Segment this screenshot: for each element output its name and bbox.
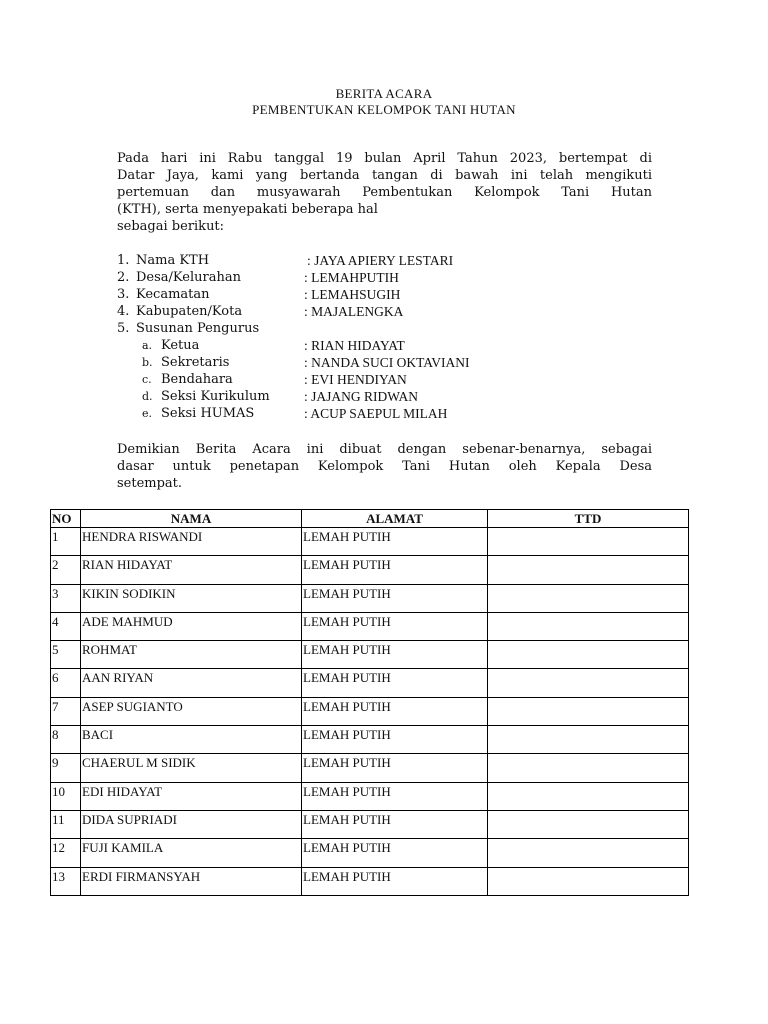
sub-item-value: : ACUP SAEPUL MILAH — [304, 406, 448, 421]
sub-item-letter: b. — [142, 356, 153, 369]
cell-alamat: LEMAH PUTIH — [302, 867, 488, 895]
cell-alamat: LEMAH PUTIH — [302, 810, 488, 838]
cell-ttd-signature — [488, 697, 689, 725]
document-title: BERITA ACARA — [335, 86, 433, 101]
cell-no: 11 — [51, 810, 81, 838]
intro-line: (KTH), serta menyepakati beberapa hal — [117, 202, 378, 217]
cell-alamat: LEMAH PUTIH — [302, 641, 488, 669]
sub-item-letter: e. — [142, 407, 153, 420]
table-row — [51, 726, 689, 754]
attendance-table — [50, 509, 689, 896]
item-label: Kecamatan — [136, 287, 210, 302]
header-nama: NAMA — [81, 510, 302, 528]
item-number: 2. — [117, 270, 130, 285]
table-row — [51, 810, 689, 838]
table-header-row — [51, 510, 689, 528]
cell-ttd-signature — [488, 867, 689, 895]
table-row — [51, 782, 689, 810]
intro-line: Pada hari ini Rabu tanggal 19 bulan April Tahun 2023, bertempat di — [117, 151, 652, 166]
pengurus-item — [117, 354, 657, 371]
sub-item-value: : RIAN HIDAYAT — [304, 338, 405, 353]
cell-alamat: LEMAH PUTIH — [302, 754, 488, 782]
closing-line: Demikian Berita Acara ini dibuat dengan sebenar-benarnya, sebagai — [117, 442, 652, 457]
sub-item-letter: d. — [142, 390, 153, 403]
cell-nama: BACI — [81, 726, 302, 754]
cell-alamat: LEMAH PUTIH — [302, 584, 488, 612]
sub-item-value: : NANDA SUCI OKTAVIANI — [304, 355, 470, 370]
detail-item — [117, 320, 657, 337]
cell-ttd-signature — [488, 528, 689, 556]
cell-ttd-signature — [488, 641, 689, 669]
cell-nama: AAN RIYAN — [81, 669, 302, 697]
table-body — [51, 528, 689, 896]
cell-alamat: LEMAH PUTIH — [302, 556, 488, 584]
intro-paragraph — [117, 150, 652, 235]
table-row — [51, 839, 689, 867]
cell-nama: ADE MAHMUD — [81, 612, 302, 640]
sub-item-label: Ketua — [161, 338, 200, 353]
cell-no: 2 — [51, 556, 81, 584]
table-row — [51, 641, 689, 669]
detail-item — [117, 269, 657, 286]
item-label: Desa/Kelurahan — [136, 270, 241, 285]
cell-no: 4 — [51, 612, 81, 640]
cell-ttd-signature — [488, 556, 689, 584]
cell-nama: ROHMAT — [81, 641, 302, 669]
cell-ttd-signature — [488, 726, 689, 754]
table-row — [51, 528, 689, 556]
document-subtitle: PEMBENTUKAN KELOMPOK TANI HUTAN — [252, 102, 516, 117]
item-number: 3. — [117, 287, 130, 302]
sub-item-label: Seksi Kurikulum — [161, 389, 270, 404]
header-alamat: ALAMAT — [302, 510, 488, 528]
sub-item-letter: a. — [142, 339, 153, 352]
intro-line: sebagai berikut: — [117, 219, 225, 234]
sub-item-value: : EVI HENDIYAN — [304, 372, 407, 387]
cell-nama: FUJI KAMILA — [81, 839, 302, 867]
table-row — [51, 867, 689, 895]
pengurus-item — [117, 405, 657, 422]
item-value: : LEMAHSUGIH — [304, 287, 401, 302]
item-label: Susunan Pengurus — [136, 321, 260, 336]
closing-line: dasar untuk penetapan Kelompok Tani Hutan oleh Kepala Desa — [117, 459, 652, 474]
cell-ttd-signature — [488, 754, 689, 782]
cell-no: 5 — [51, 641, 81, 669]
cell-no: 9 — [51, 754, 81, 782]
cell-no: 10 — [51, 782, 81, 810]
cell-nama: EDI HIDAYAT — [81, 782, 302, 810]
closing-line: setempat. — [117, 476, 183, 491]
cell-no: 8 — [51, 726, 81, 754]
cell-alamat: LEMAH PUTIH — [302, 726, 488, 754]
pengurus-item — [117, 337, 657, 354]
table-row — [51, 612, 689, 640]
intro-line: Datar Jaya, kami yang bertanda tangan di bawah ini telah mengikuti — [117, 168, 652, 183]
pengurus-item — [117, 371, 657, 388]
cell-alamat: LEMAH PUTIH — [302, 839, 488, 867]
detail-item — [117, 252, 657, 269]
item-label: Nama KTH — [136, 253, 210, 268]
kth-details-list — [117, 252, 657, 422]
closing-paragraph — [117, 441, 652, 492]
cell-ttd-signature — [488, 584, 689, 612]
cell-ttd-signature — [488, 612, 689, 640]
item-number: 4. — [117, 304, 130, 319]
cell-no: 3 — [51, 584, 81, 612]
cell-nama: CHAERUL M SIDIK — [81, 754, 302, 782]
sub-item-letter: c. — [142, 373, 152, 386]
cell-ttd-signature — [488, 782, 689, 810]
cell-nama: ERDI FIRMANSYAH — [81, 867, 302, 895]
cell-alamat: LEMAH PUTIH — [302, 782, 488, 810]
cell-ttd-signature — [488, 810, 689, 838]
sub-item-label: Bendahara — [161, 372, 233, 387]
cell-ttd-signature — [488, 839, 689, 867]
table-row — [51, 697, 689, 725]
sub-item-label: Sekretaris — [161, 355, 230, 370]
cell-no: 12 — [51, 839, 81, 867]
item-number: 5. — [117, 321, 130, 336]
item-value: : JAYA APIERY LESTARI — [307, 253, 454, 268]
cell-no: 1 — [51, 528, 81, 556]
cell-no: 13 — [51, 867, 81, 895]
detail-item — [117, 286, 657, 303]
cell-alamat: LEMAH PUTIH — [302, 697, 488, 725]
cell-nama: RIAN HIDAYAT — [81, 556, 302, 584]
cell-no: 6 — [51, 669, 81, 697]
table-row — [51, 669, 689, 697]
table-row — [51, 556, 689, 584]
cell-alamat: LEMAH PUTIH — [302, 669, 488, 697]
table-row — [51, 584, 689, 612]
sub-item-label: Seksi HUMAS — [161, 406, 255, 421]
cell-nama: ASEP SUGIANTO — [81, 697, 302, 725]
cell-ttd-signature — [488, 669, 689, 697]
cell-alamat: LEMAH PUTIH — [302, 612, 488, 640]
cell-nama: KIKIN SODIKIN — [81, 584, 302, 612]
cell-no: 7 — [51, 697, 81, 725]
item-value: : LEMAHPUTIH — [304, 270, 399, 285]
cell-nama: HENDRA RISWANDI — [81, 528, 302, 556]
table-row — [51, 754, 689, 782]
sub-item-value: : JAJANG RIDWAN — [304, 389, 418, 404]
item-value: : MAJALENGKA — [304, 304, 404, 319]
item-label: Kabupaten/Kota — [136, 304, 243, 319]
pengurus-item — [117, 388, 657, 405]
cell-alamat: LEMAH PUTIH — [302, 528, 488, 556]
detail-item — [117, 303, 657, 320]
header-ttd: TTD — [488, 510, 689, 528]
intro-line: pertemuan dan musyawarah Pembentukan Kelompok Tani Hutan — [117, 185, 652, 200]
item-number: 1. — [117, 253, 130, 268]
header-no: NO — [51, 510, 81, 528]
cell-nama: DIDA SUPRIADI — [81, 810, 302, 838]
